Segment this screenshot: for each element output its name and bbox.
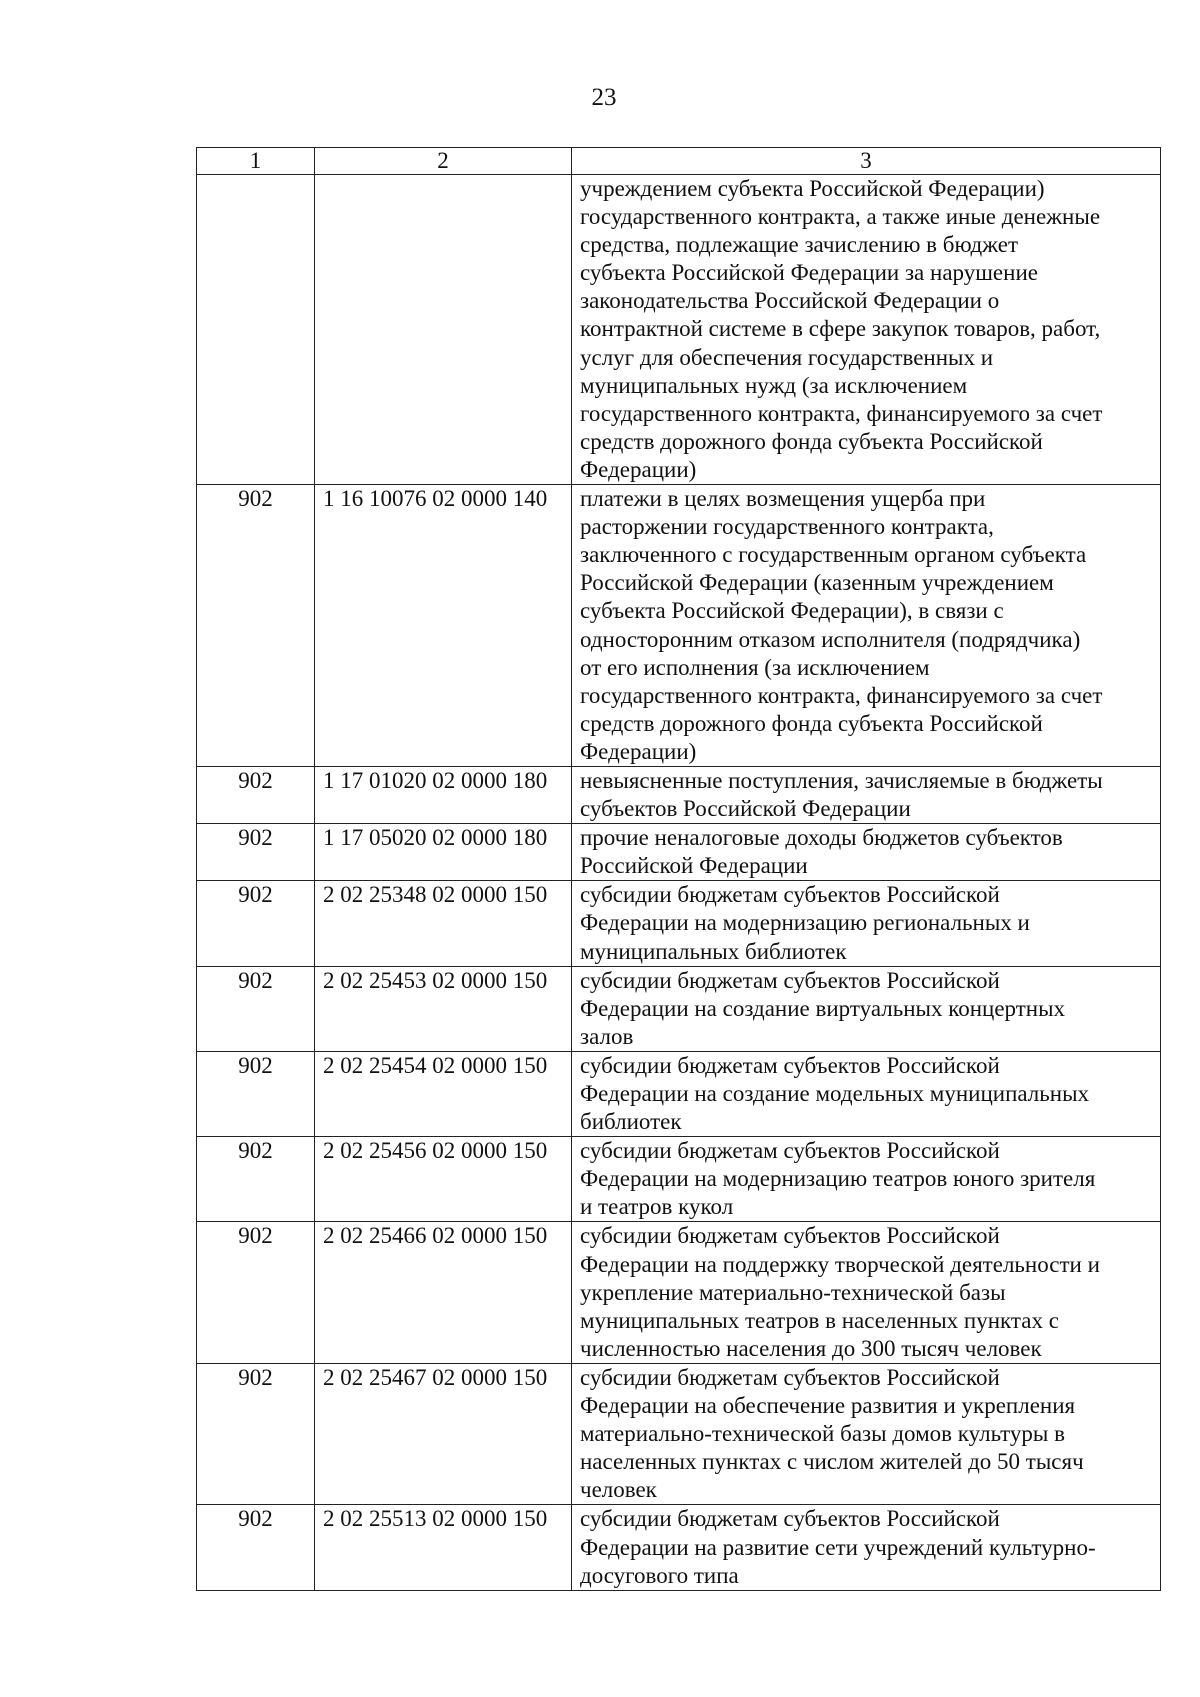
revenue-code-cell: 1 16 10076 02 0000 140	[315, 485, 572, 767]
description-text: платежи в целях возмещения ущерба при расторжении государственного контракта, заключенного с государственным органом субъекта Российской Федерации (казенным учреждением субъекта Российской Федерации), в связи с односторонним отказом исполнителя (подрядчика) от его исполнения (за исключением государственного контракта, финансируемого за счет средств дорожного фонда субъекта Российской Федерации)	[580, 486, 1103, 764]
revenue-code-cell	[315, 175, 572, 485]
header-col-3: 3	[572, 148, 1161, 175]
description-text: прочие неналоговые доходы бюджетов субъектов Российской Федерации	[580, 825, 1063, 879]
admin-code-cell	[197, 175, 315, 485]
description-text: субсидии бюджетам субъектов Российской Федерации на развитие сети учреждений культурно- досугового типа	[580, 1506, 1096, 1588]
description-text: субсидии бюджетам субъектов Российской Федерации на модернизацию театров юного зрителя и театров кукол	[580, 1138, 1096, 1220]
admin-code-cell: 902	[197, 1051, 315, 1136]
revenue-code-cell: 2 02 25456 02 0000 150	[315, 1137, 572, 1222]
admin-code-cell: 902	[197, 485, 315, 767]
table-row	[197, 966, 1161, 1051]
description-cell	[572, 1222, 1161, 1363]
admin-code-cell: 902	[197, 824, 315, 881]
table-row	[197, 1051, 1161, 1136]
admin-code-cell: 902	[197, 1222, 315, 1363]
revenue-code-cell: 2 02 25513 02 0000 150	[315, 1505, 572, 1590]
admin-code-cell: 902	[197, 1505, 315, 1590]
admin-code-cell: 902	[197, 766, 315, 823]
admin-code-cell: 902	[197, 1137, 315, 1222]
description-text: учреждением субъекта Российской Федерации) государственного контракта, а также иные денежные средства, подлежащие зачислению в бюджет субъекта Российской Федерации за нарушение законодательства Российской Федерации о контрактной системе в сфере закупок товаров, работ, услуг для обеспечения государственных и муниципальных нужд (за исключением государственного контракта, финансируемого за счет средств дорожного фонда субъекта Российской Федерации)	[580, 176, 1103, 482]
revenue-code-cell: 2 02 25348 02 0000 150	[315, 881, 572, 966]
header-col-1: 1	[197, 148, 315, 175]
revenue-codes-table	[196, 147, 1161, 1591]
admin-code-cell: 902	[197, 966, 315, 1051]
revenue-code-cell: 1 17 01020 02 0000 180	[315, 766, 572, 823]
description-cell	[572, 1051, 1161, 1136]
description-cell	[572, 175, 1161, 485]
description-cell	[572, 966, 1161, 1051]
description-text: невыясненные поступления, зачисляемые в бюджеты субъектов Российской Федерации	[580, 767, 1103, 822]
revenue-code-cell: 1 17 05020 02 0000 180	[315, 824, 572, 881]
description-cell	[572, 1363, 1161, 1504]
admin-code-cell: 902	[197, 881, 315, 966]
table-row	[197, 175, 1161, 485]
description-text: субсидии бюджетам субъектов Российской Федерации на поддержку творческой деятельности и укрепление материально-технической базы муниципальных театров в населенных пунктах с численностью населения до 300 тысяч человек	[580, 1223, 1100, 1361]
revenue-code-cell: 2 02 25453 02 0000 150	[315, 966, 572, 1051]
revenue-code-cell: 2 02 25467 02 0000 150	[315, 1363, 572, 1504]
description-cell	[572, 824, 1161, 881]
table-row	[197, 881, 1161, 966]
page-number: 23	[591, 84, 617, 111]
description-text: субсидии бюджетам субъектов Российской Федерации на создание модельных муниципальных библиотек	[580, 1052, 1090, 1135]
table-row	[197, 766, 1161, 823]
header-col-2: 2	[315, 148, 572, 175]
description-cell	[572, 485, 1161, 767]
table-row	[197, 824, 1161, 881]
description-text: субсидии бюджетам субъектов Российской Федерации на создание виртуальных концертных залов	[580, 967, 1066, 1049]
table-row	[197, 485, 1161, 767]
description-cell	[572, 881, 1161, 966]
table-header-row	[197, 148, 1161, 175]
revenue-code-cell: 2 02 25466 02 0000 150	[315, 1222, 572, 1363]
admin-code-cell: 902	[197, 1363, 315, 1504]
table-row	[197, 1137, 1161, 1222]
description-cell	[572, 1505, 1161, 1590]
description-cell	[572, 1137, 1161, 1222]
table-row	[197, 1505, 1161, 1590]
table-row	[197, 1222, 1161, 1363]
description-text: субсидии бюджетам субъектов Российской Федерации на обеспечение развития и укрепления материально-технической базы домов культуры в населенных пунктах с числом жителей до 50 тысяч человек	[580, 1364, 1084, 1503]
revenue-code-cell: 2 02 25454 02 0000 150	[315, 1051, 572, 1136]
table-row	[197, 1363, 1161, 1504]
description-cell	[572, 766, 1161, 823]
description-text: субсидии бюджетам субъектов Российской Федерации на модернизацию региональных и муниципальных библиотек	[580, 882, 1030, 964]
